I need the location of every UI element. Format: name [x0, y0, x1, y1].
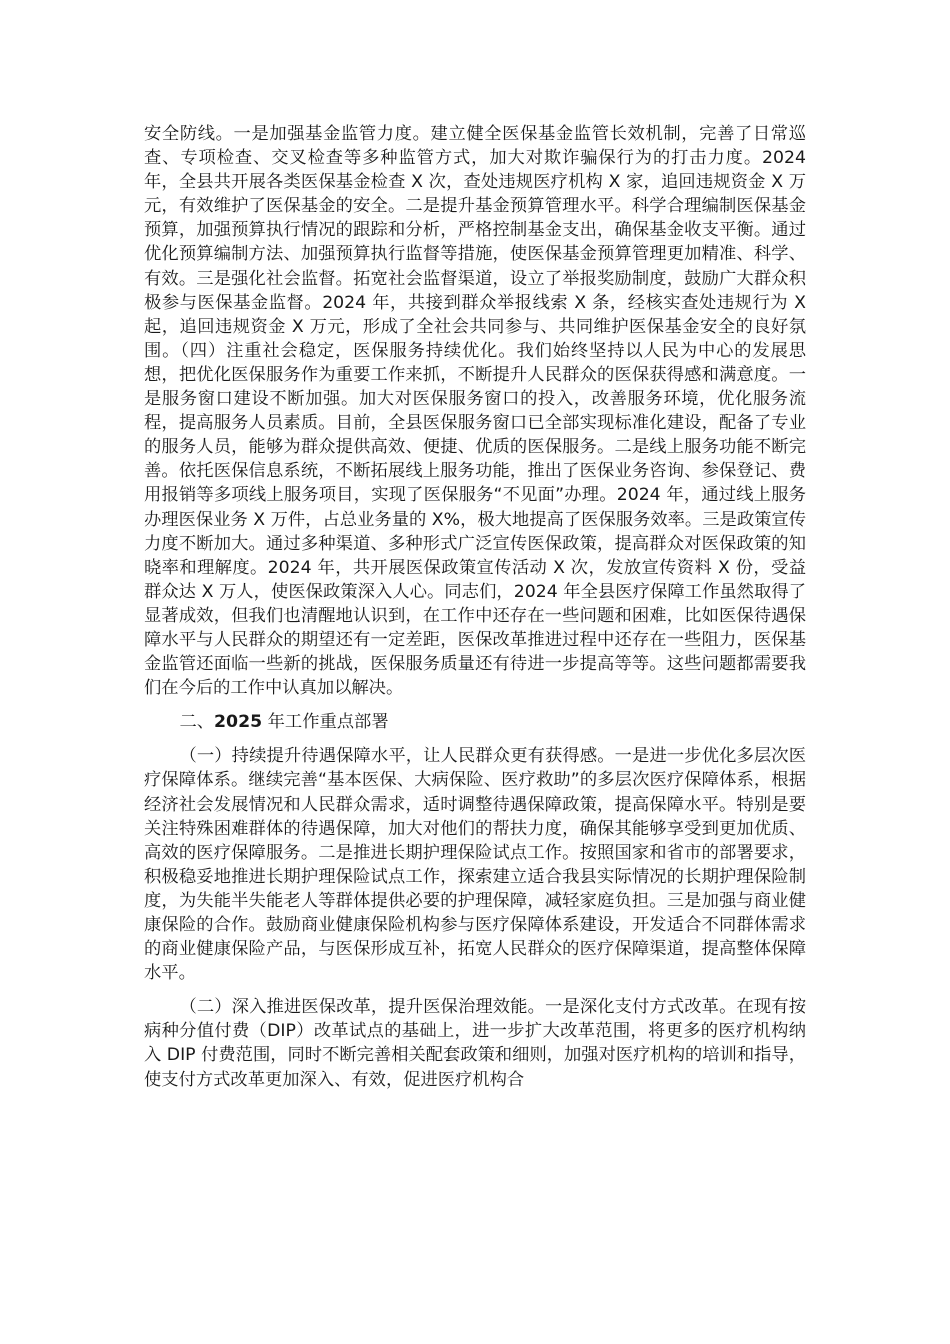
- heading-prefix: 二、: [179, 712, 215, 733]
- section-heading: [144, 710, 806, 734]
- paragraph-item-2: （二）深入推进医保改革，提升医保治理效能。一是深化支付方式改革。在现有按病种分值付费（DIP）改革试点的基础上，进一步扩大改革范围，将更多的医疗机构纳入 DIP 付费范围，同时不断完善相关配套政策和细则，加强对医疗机构的培训和指导，使支付方式改革更加深入、有效，促进医疗机构合: [144, 997, 806, 1090]
- document-page: [144, 122, 806, 1092]
- heading-suffix: 年工作重点部署: [262, 712, 389, 733]
- heading-year: 2025: [214, 712, 263, 733]
- paragraph-item-1: （一）持续提升待遇保障水平，让人民群众更有获得感。一是进一步优化多层次医疗保障体系。继续完善“基本医保、大病保险、医疗救助”的多层次医疗保障体系，根据经济社会发展情况和人民群众需求，适时调整待遇保障政策，提高保障水平。特别是要关注特殊困难群体的待遇保障，加大对他们的帮扶力度，确保其能够享受到更加优质、高效的医疗保障服务。二是推进长期护理保险试点工作。按照国家和省市的部署要求，积极稳妥地推进长期护理保险试点工作，探索建立适合我县实际情况的长期护理保险制度，为失能半失能老人等群体提供必要的护理保障，减轻家庭负担。三是加强与商业健康保险的合作。鼓励商业健康保险机构参与医疗保障体系建设，开发适合不同群体需求的商业健康保险产品，与医保形成互补，拓宽人民群众的医疗保障渠道，提高整体保障水平。: [144, 746, 806, 984]
- paragraph-section-1-continued: 安全防线。一是加强基金监管力度。建立健全医保基金监管长效机制，完善了日常巡查、专项检查、交叉检查等多种监管方式，加大对欺诈骗保行为的打击力度。2024 年，全县共开展各类医保基金检查 X 次，查处违规医疗机构 X 家，追回违规资金 X 万元，有效维护了医保基金的安全。二是提升基金预算管理水平。科学合理编制医保基金预算，加强预算执行情况的跟踪和分析，严格控制基金支出，确保基金收支平衡。通过优化预算编制方法、加强预算执行监督等措施，使医保基金预算管理更加精准、科学、有效。三是强化社会监督。拓宽社会监督渠道，设立了举报奖励制度，鼓励广大群众积极参与医保基金监督。2024 年，共接到群众举报线索 X 条，经核实查处违规行为 X 起，追回违规资金 X 万元，形成了全社会共同参与、共同维护医保基金安全的良好氛围。（四）注重社会稳定，医保服务持续优化。我们始终坚持以人民为中心的发展思想，把优化医保服务作为重要工作来抓，不断提升人民群众的医保获得感和满意度。一是服务窗口建设不断加强。加大对医保服务窗口的投入，改善服务环境，优化服务流程，提高服务人员素质。目前，全县医保服务窗口已全部实现标准化建设，配备了专业的服务人员，能够为群众提供高效、便捷、优质的医保服务。二是线上服务功能不断完善。依托医保信息系统，不断拓展线上服务功能，推出了医保业务咨询、参保登记、费用报销等多项线上服务项目，实现了医保服务“不见面”办理。2024 年，通过线上服务办理医保业务 X 万件，占总业务量的 X%，极大地提高了医保服务效率。三是政策宣传力度不断加大。通过多种渠道、多种形式广泛宣传医保政策，提高群众对医保政策的知晓率和理解度。2024 年，共开展医保政策宣传活动 X 次，发放宣传资料 X 份，受益群众达 X 万人，使医保政策深入人心。同志们，2024 年全县医疗保障工作虽然取得了显著成效，但我们也清醒地认识到，在工作中还存在一些问题和困难，比如医保待遇保障水平与人民群众的期望还有一定差距，医保改革推进过程中还存在一些阻力，医保基金监管还面临一些新的挑战，医保服务质量还有待进一步提高等等。这些问题都需要我们在今后的工作中认真加以解决。: [144, 124, 806, 699]
